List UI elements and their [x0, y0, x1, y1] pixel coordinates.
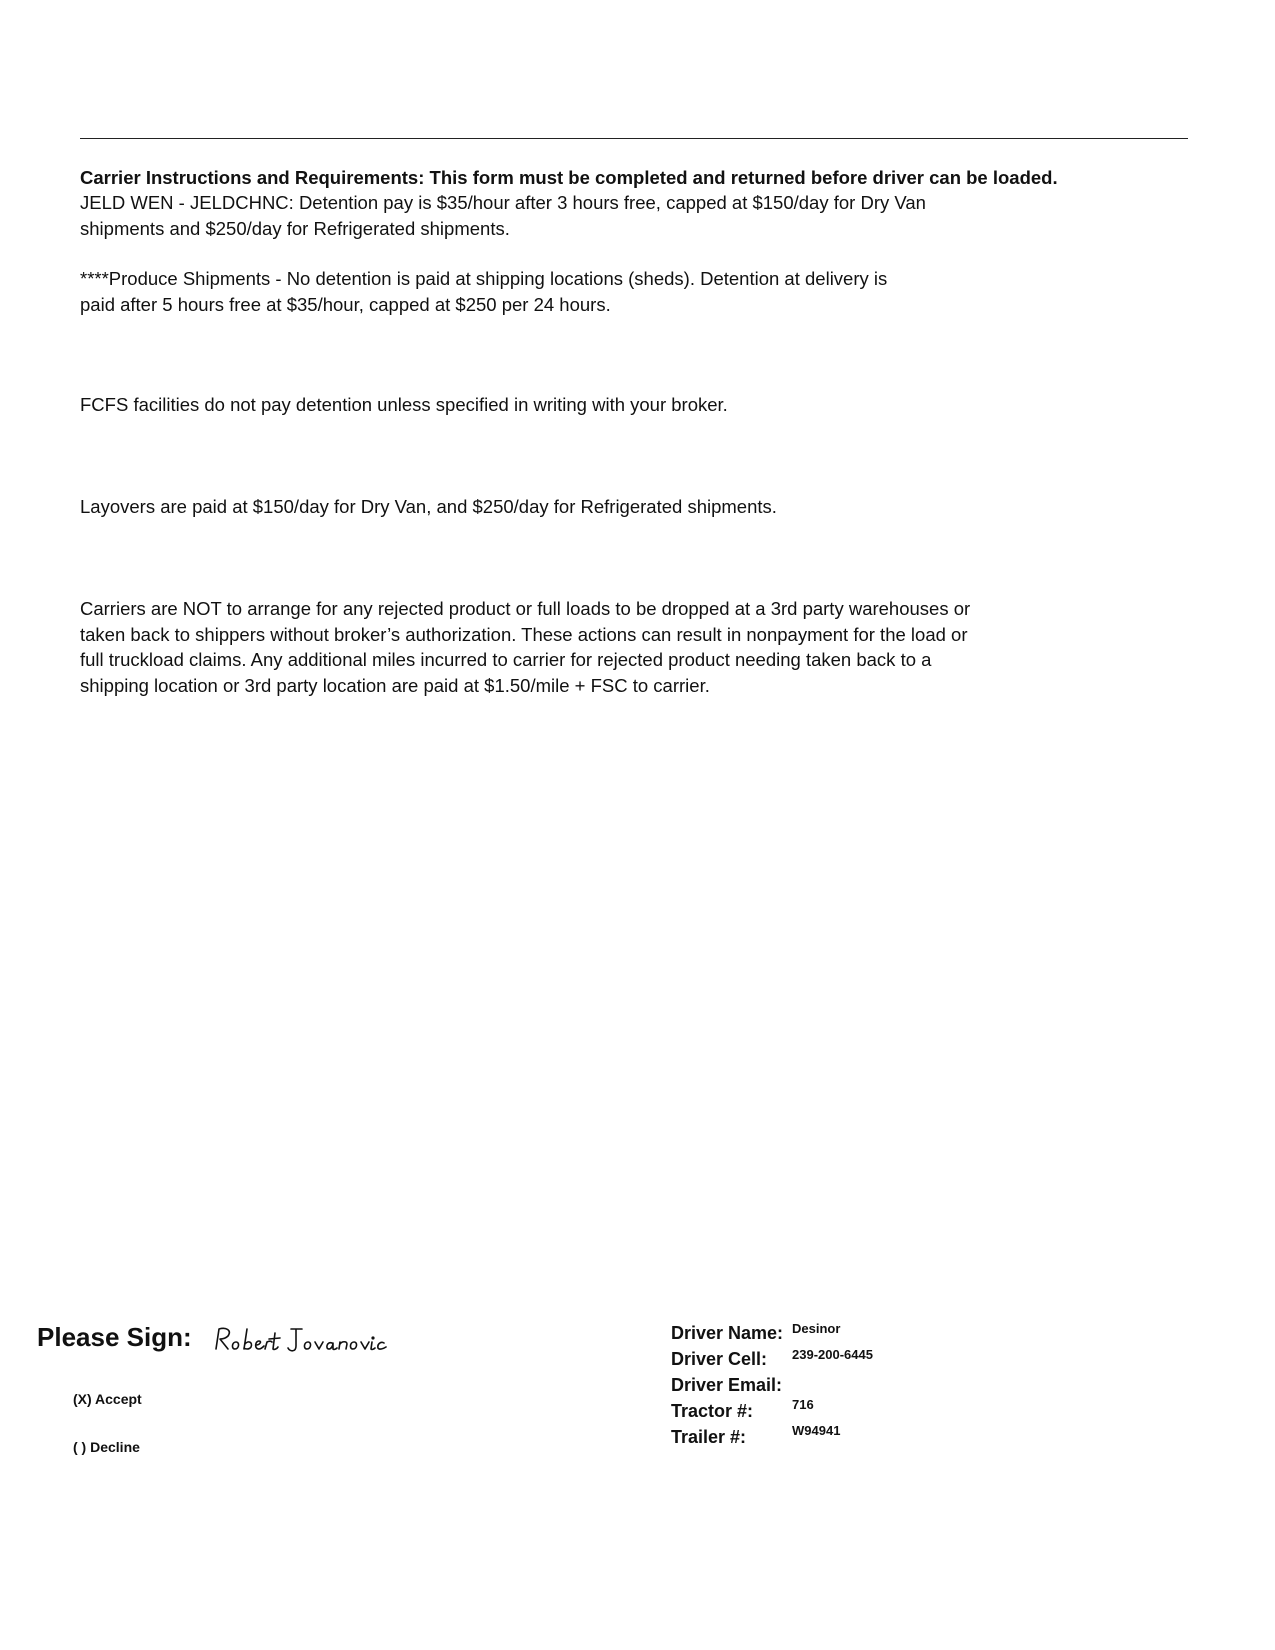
driver-cell-label: Driver Cell: — [671, 1349, 768, 1369]
jeld-wen-detention-text: JELD WEN - JELDCHNC: Detention pay is $35/hour after 3 hours free, capped at $150/day for Dry Van shipments and $250/day for Refrigerated shipments. — [80, 192, 926, 239]
please-sign-label: Please Sign: — [37, 1322, 192, 1352]
rejected-product-text: Carriers are NOT to arrange for any rejected product or full loads to be dropped at a 3rd party warehouses or taken back to shippers without broker’s authorization. These actions can result in nonpayment for the load or full truckload claims. Any additional miles incurred to carrier for rejected product needing taken back to a shipping location or 3rd party location are paid at $1.50/mile + FSC to carrier. — [80, 598, 971, 696]
driver-email-label: Driver Email: — [671, 1375, 783, 1395]
trailer-number-label: Trailer #: — [671, 1427, 747, 1447]
tractor-number-value[interactable]: 716 — [792, 1397, 814, 1412]
tractor-number-label: Tractor #: — [671, 1401, 754, 1421]
decline-option[interactable]: ( ) Decline — [73, 1439, 140, 1455]
fcfs-text: FCFS facilities do not pay detention unless specified in writing with your broker. — [80, 394, 728, 415]
produce-shipments-text: ****Produce Shipments - No detention is paid at shipping locations (sheds). Detention at delivery is paid after 5 hours free at $35/hour, capped at $250 per 24 hours. — [80, 268, 888, 315]
driver-name-value[interactable]: Desinor — [792, 1321, 841, 1336]
instructions-heading: Carrier Instructions and Requirements: This form must be completed and returned before driver can be loaded. — [80, 167, 1058, 188]
header-divider — [80, 138, 1188, 139]
handwritten-signature — [212, 1318, 452, 1358]
layovers-text: Layovers are paid at $150/day for Dry Van, and $250/day for Refrigerated shipments. — [80, 496, 777, 517]
driver-name-label: Driver Name: — [671, 1323, 784, 1343]
accept-option[interactable]: (X) Accept — [73, 1391, 142, 1407]
driver-cell-value[interactable]: 239-200-6445 — [792, 1347, 873, 1362]
trailer-number-value[interactable]: W94941 — [792, 1423, 841, 1438]
